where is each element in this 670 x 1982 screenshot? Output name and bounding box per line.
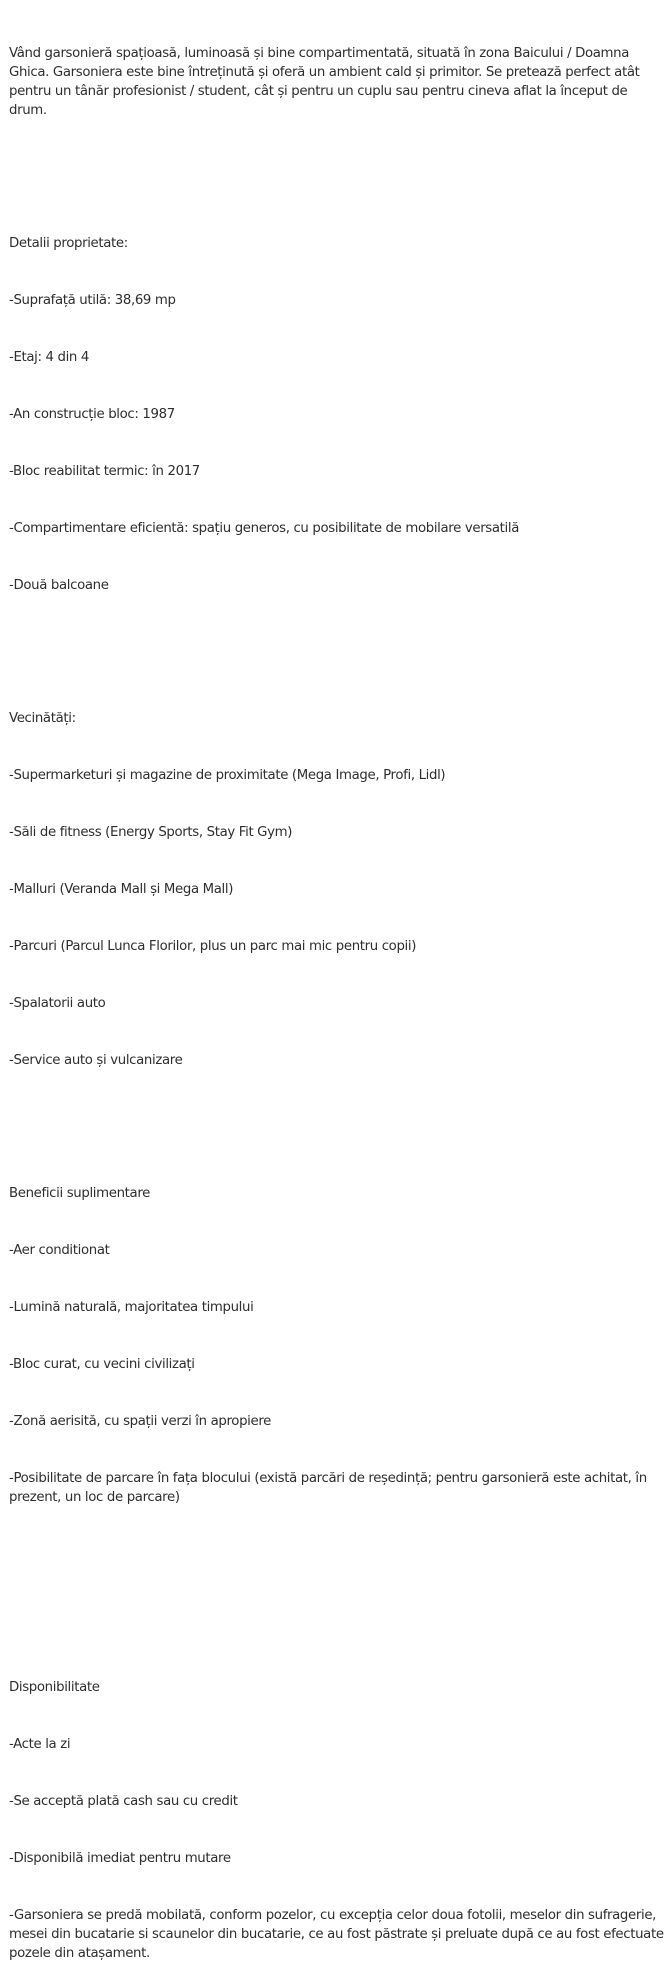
details-item: -Etaj: 4 din 4 [9,350,89,365]
neighborhood-item: -Parcuri (Parcul Lunca Florilor, plus un parc mai mic pentru copii) [9,939,417,954]
benefits-item: -Lumină naturală, majoritatea timpului [9,1300,254,1315]
benefits-heading: Beneficii suplimentare [9,1186,150,1201]
details-item: -Două balcoane [9,578,109,593]
neighborhood-item: -Service auto și vulcanizare [9,1053,183,1068]
spacer [9,1602,664,1621]
benefits-item: -Posibilitate de parcare în fața blocului (există parcări de reședință; pentru garsonieră este achitat, în prezent, un loc de parcare) [9,1471,651,1505]
spacer [9,1108,664,1127]
details-heading: Detalii proprietate: [9,236,128,251]
neighborhood-heading: Vecinătăți: [9,711,76,726]
availability-heading: Disponibilitate [9,1680,100,1695]
details-item: -Bloc reabilitat termic: în 2017 [9,464,200,479]
neighborhood-item: -Malluri (Veranda Mall și Mega Mall) [9,882,234,897]
availability-item: -Disponibilă imediat pentru mutare [9,1851,231,1866]
neighborhood-item: -Supermarketuri și magazine de proximitate (Mega Image, Profi, Lidl) [9,768,446,783]
details-item: -Suprafață utilă: 38,69 mp [9,293,176,308]
spacer [9,633,664,652]
intro-paragraph: Vând garsonieră spațioasă, luminoasă și bine compartimentată, situată în zona Baicului / Doamna Ghica. Garsoniera este bine întreținută și oferă un ambient cald și primitor. Se pretează perfect atât pentru un tânăr profesionist / student, cât și pentru un cuplu sau pentru cineva aflat la început de drum. [9,46,644,118]
benefits-item: -Zonă aerisită, cu spații verzi în apropiere [9,1414,272,1429]
listing-description [9,6,668,1982]
details-item: -An construcție bloc: 1987 [9,407,175,422]
neighborhood-item: -Săli de fitness (Energy Sports, Stay Fit Gym) [9,825,293,840]
benefits-item: -Aer conditionat [9,1243,110,1258]
benefits-item: -Bloc curat, cu vecini civilizați [9,1357,195,1372]
availability-item: -Se acceptă plată cash sau cu credit [9,1794,238,1809]
availability-item: -Acte la zi [9,1737,71,1752]
spacer [9,158,664,177]
neighborhood-item: -Spalatorii auto [9,996,106,1011]
spacer [9,1545,664,1564]
availability-item: -Garsoniera se predă mobilată, conform pozelor, cu excepția celor doua fotolii, meselor din sufragerie, mesei din bucatarie si scaunelor din bucatarie, ce au fost păstrate și preluate după ce au fost efectuate pozele din atașament. [9,1908,668,1961]
details-item: -Compartimentare eficientă: spațiu generos, cu posibilitate de mobilare versatilă [9,521,520,536]
